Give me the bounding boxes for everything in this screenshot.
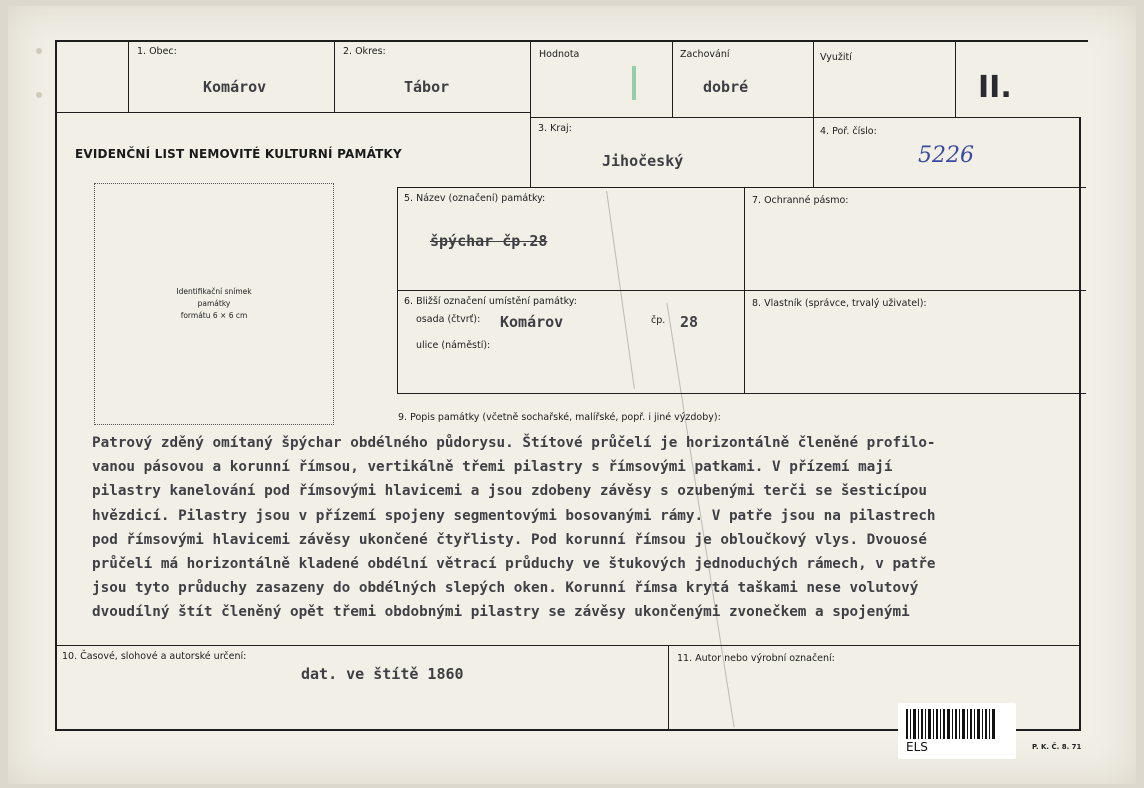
punch-hole (36, 48, 42, 54)
kraj-label: 3. Kraj: (538, 123, 572, 134)
por-cislo-label: 4. Poř. číslo: (820, 126, 877, 137)
barcode-label: ELS (906, 740, 928, 754)
zachovani-label: Zachování (680, 49, 730, 60)
ulice-label: ulice (náměstí): (416, 340, 491, 351)
divider (672, 40, 673, 117)
green-marker (632, 66, 636, 100)
divider (813, 40, 814, 188)
divider (128, 40, 129, 113)
obec-label: 1. Obec: (137, 46, 177, 57)
divider (955, 40, 956, 117)
popis-label: 9. Popis památky (včetně sochařské, malířské, popř. i jiné výzdoby): (398, 412, 721, 423)
casove-urceni-label: 10. Časové, slohové a autorské určení: (62, 651, 247, 662)
popis-line: Patrový zděný omítaný špýchar obdélného půdorysu. Štítové průčelí je horizontálně členěné profilo- (92, 435, 936, 451)
popis-line: pod římsovými hlavicemi závěsy ukončené čtyřlisty. Pod korunní římsou je obloučkový vlys. Dvouosé (92, 531, 927, 548)
border-top (55, 40, 1088, 42)
punch-hole (36, 92, 42, 98)
photo-caption-line: Identifikační snímek (176, 287, 252, 296)
popis-line: jsou tyto průduchy zasazeny do obdélných slepých oken. Korunní římsa krytá taškami nese volutový (92, 580, 919, 597)
popis-line: průčelí má horizontálně kladené obdélní větrací průduchy ve štukových jednoduchých rámech, v patře (92, 556, 936, 573)
class-mark: II. (978, 70, 1012, 105)
form-title: EVIDENČNÍ LIST NEMOVITÉ KULTURNÍ PAMÁTKY (75, 147, 402, 161)
casove-urceni-value: dat. ve štítě 1860 (301, 665, 464, 683)
divider (334, 40, 335, 113)
nazev-value: špýchar čp.28 (430, 232, 548, 250)
border-left (55, 40, 57, 730)
osada-value: Komárov (500, 313, 564, 331)
okres-label: 2. Okres: (343, 46, 386, 57)
popis-line: pilastry kanelování pod římsovými hlavicemi a jsou zdobeny závěsy s ozubenými terči se šesticípou (92, 483, 927, 500)
barcode-icon (906, 709, 996, 739)
divider (530, 40, 531, 188)
divider (398, 393, 1086, 394)
osada-label: osada (čtvrť): (416, 314, 481, 325)
divider (55, 112, 531, 113)
nazev-label: 5. Název (označení) památky: (404, 193, 546, 204)
divider (668, 645, 669, 730)
obec-value: Komárov (203, 78, 267, 96)
cp-label: čp. (651, 315, 666, 326)
umisteni-label: 6. Bližší označení umístění památky: (404, 296, 577, 307)
divider (55, 645, 1081, 646)
divider (398, 290, 1086, 291)
kraj-value: Jihočeský (602, 152, 684, 170)
popis-line: dvoudílný štít členěný opět třemi obdobnými pilastry se závěsy ukončenými zvonečkem a spojenými (92, 604, 910, 621)
divider (398, 187, 1086, 188)
photo-placeholder (94, 183, 334, 425)
hodnota-label: Hodnota (539, 49, 580, 60)
popis-text (92, 431, 1072, 625)
photo-caption-line: památky (197, 299, 231, 308)
zachovani-value: dobré (703, 78, 749, 96)
vlastnik-label: 8. Vlastník (správce, trvalý uživatel): (752, 298, 927, 309)
popis-line: hvězdicí. Pilastry jsou v přízemí spojeny segmentovými bosovanými rámy. V patře jsou na pilastrech (92, 507, 936, 524)
photo-caption-line: formátu 6 × 6 cm (180, 311, 248, 320)
popis-line: vanou pásovou a korunní římsou, vertikálně třemi pilastry s římsovými patkami. V přízemí mají (92, 459, 893, 476)
form-code: P. K. Č. 8. 71 (1032, 743, 1082, 751)
border-right (1079, 118, 1081, 730)
divider (530, 117, 1081, 118)
por-cislo-value: 5226 (918, 143, 974, 168)
cp-value: 28 (680, 313, 699, 331)
vyuziti-label: Využití (820, 52, 852, 63)
okres-value: Tábor (404, 78, 450, 96)
autor-label: 11. Autor nebo výrobní označení: (677, 653, 835, 664)
ochranne-pasmo-label: 7. Ochranné pásmo: (752, 195, 849, 206)
